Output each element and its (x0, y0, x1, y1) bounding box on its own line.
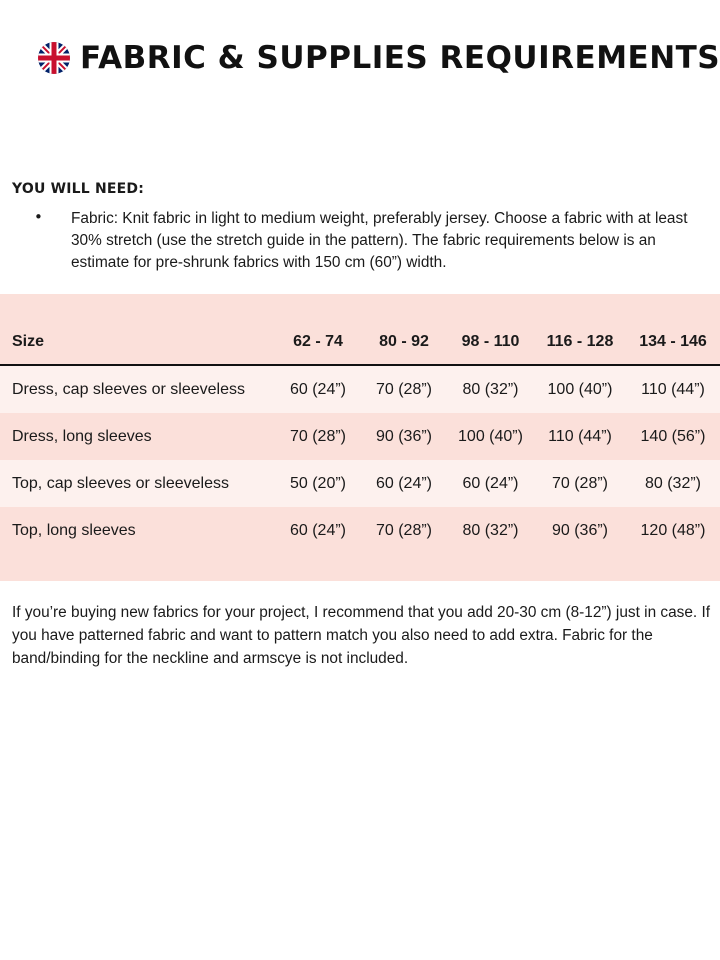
table-cell: 70 (28”) (289, 427, 347, 445)
table-cell: 70 (28”) (375, 521, 433, 539)
page-title: FABRIC & SUPPLIES REQUIREMENTS (80, 40, 720, 76)
table-cell: 50 (20”) (289, 474, 347, 492)
header-size-80-92: 80 - 92 (361, 320, 447, 365)
table-cell: 90 (36”) (375, 427, 433, 445)
table-cell: 120 (48”) (640, 521, 706, 539)
buying-note: If you’re buying new fabrics for your project, I recommend that you add 20-30 cm (8-12”) just in case. If you have patterned fabric and want to pattern match you also need to add extra. Fabric for the band/binding for the neckline and armscye is not included. (12, 604, 711, 667)
table-cell: 110 (44”) (641, 380, 705, 398)
header-size-98-110: 98 - 110 (447, 320, 534, 365)
table-row (0, 460, 720, 507)
row-label: Top, cap sleeves or sleeveless (12, 474, 229, 492)
table-cell: 80 (32”) (644, 474, 702, 492)
table-cell: 100 (40”) (458, 427, 523, 445)
table-cell: 70 (28”) (551, 474, 609, 492)
header-size-134-146: 134 - 146 (626, 320, 720, 365)
table-cell: 100 (40”) (547, 380, 613, 398)
table-cell: 60 (24”) (462, 474, 519, 492)
uk-flag-icon (38, 42, 70, 74)
row-label: Dress, long sleeves (12, 427, 152, 445)
header-size: Size (0, 320, 275, 365)
table-cell: 140 (56”) (640, 427, 706, 445)
table-cell: 60 (24”) (375, 474, 433, 492)
table-cell: 80 (32”) (462, 521, 519, 539)
table-row (0, 413, 720, 460)
table-cell: 80 (32”) (462, 380, 519, 398)
row-label: Dress, cap sleeves or sleeveless (12, 380, 245, 398)
table-cell: 90 (36”) (551, 521, 609, 539)
bullet-marker: • (34, 208, 43, 226)
table-cell: 60 (24”) (289, 521, 347, 539)
fabric-requirements-table (0, 320, 720, 554)
title-row (38, 40, 720, 76)
table-cell: 60 (24”) (289, 380, 347, 398)
table-cell: 110 (44”) (548, 427, 612, 445)
header-size-62-74: 62 - 74 (275, 320, 361, 365)
table-cell: 70 (28”) (375, 380, 433, 398)
table-row (0, 365, 720, 413)
header-size-116-128: 116 - 128 (534, 320, 626, 365)
table-row (0, 507, 720, 554)
you-will-need-heading: YOU WILL NEED: (12, 181, 145, 197)
table-header-row (0, 320, 720, 365)
fabric-description: Fabric: Knit fabric in light to medium weight, preferably jersey. Choose a fabric with at least 30% stretch (use the stretch guide in the pattern). The fabric requirements below is an estimate for pre-shrunk fabrics with 150 cm (60”) width. (71, 210, 688, 271)
row-label: Top, long sleeves (12, 521, 136, 539)
